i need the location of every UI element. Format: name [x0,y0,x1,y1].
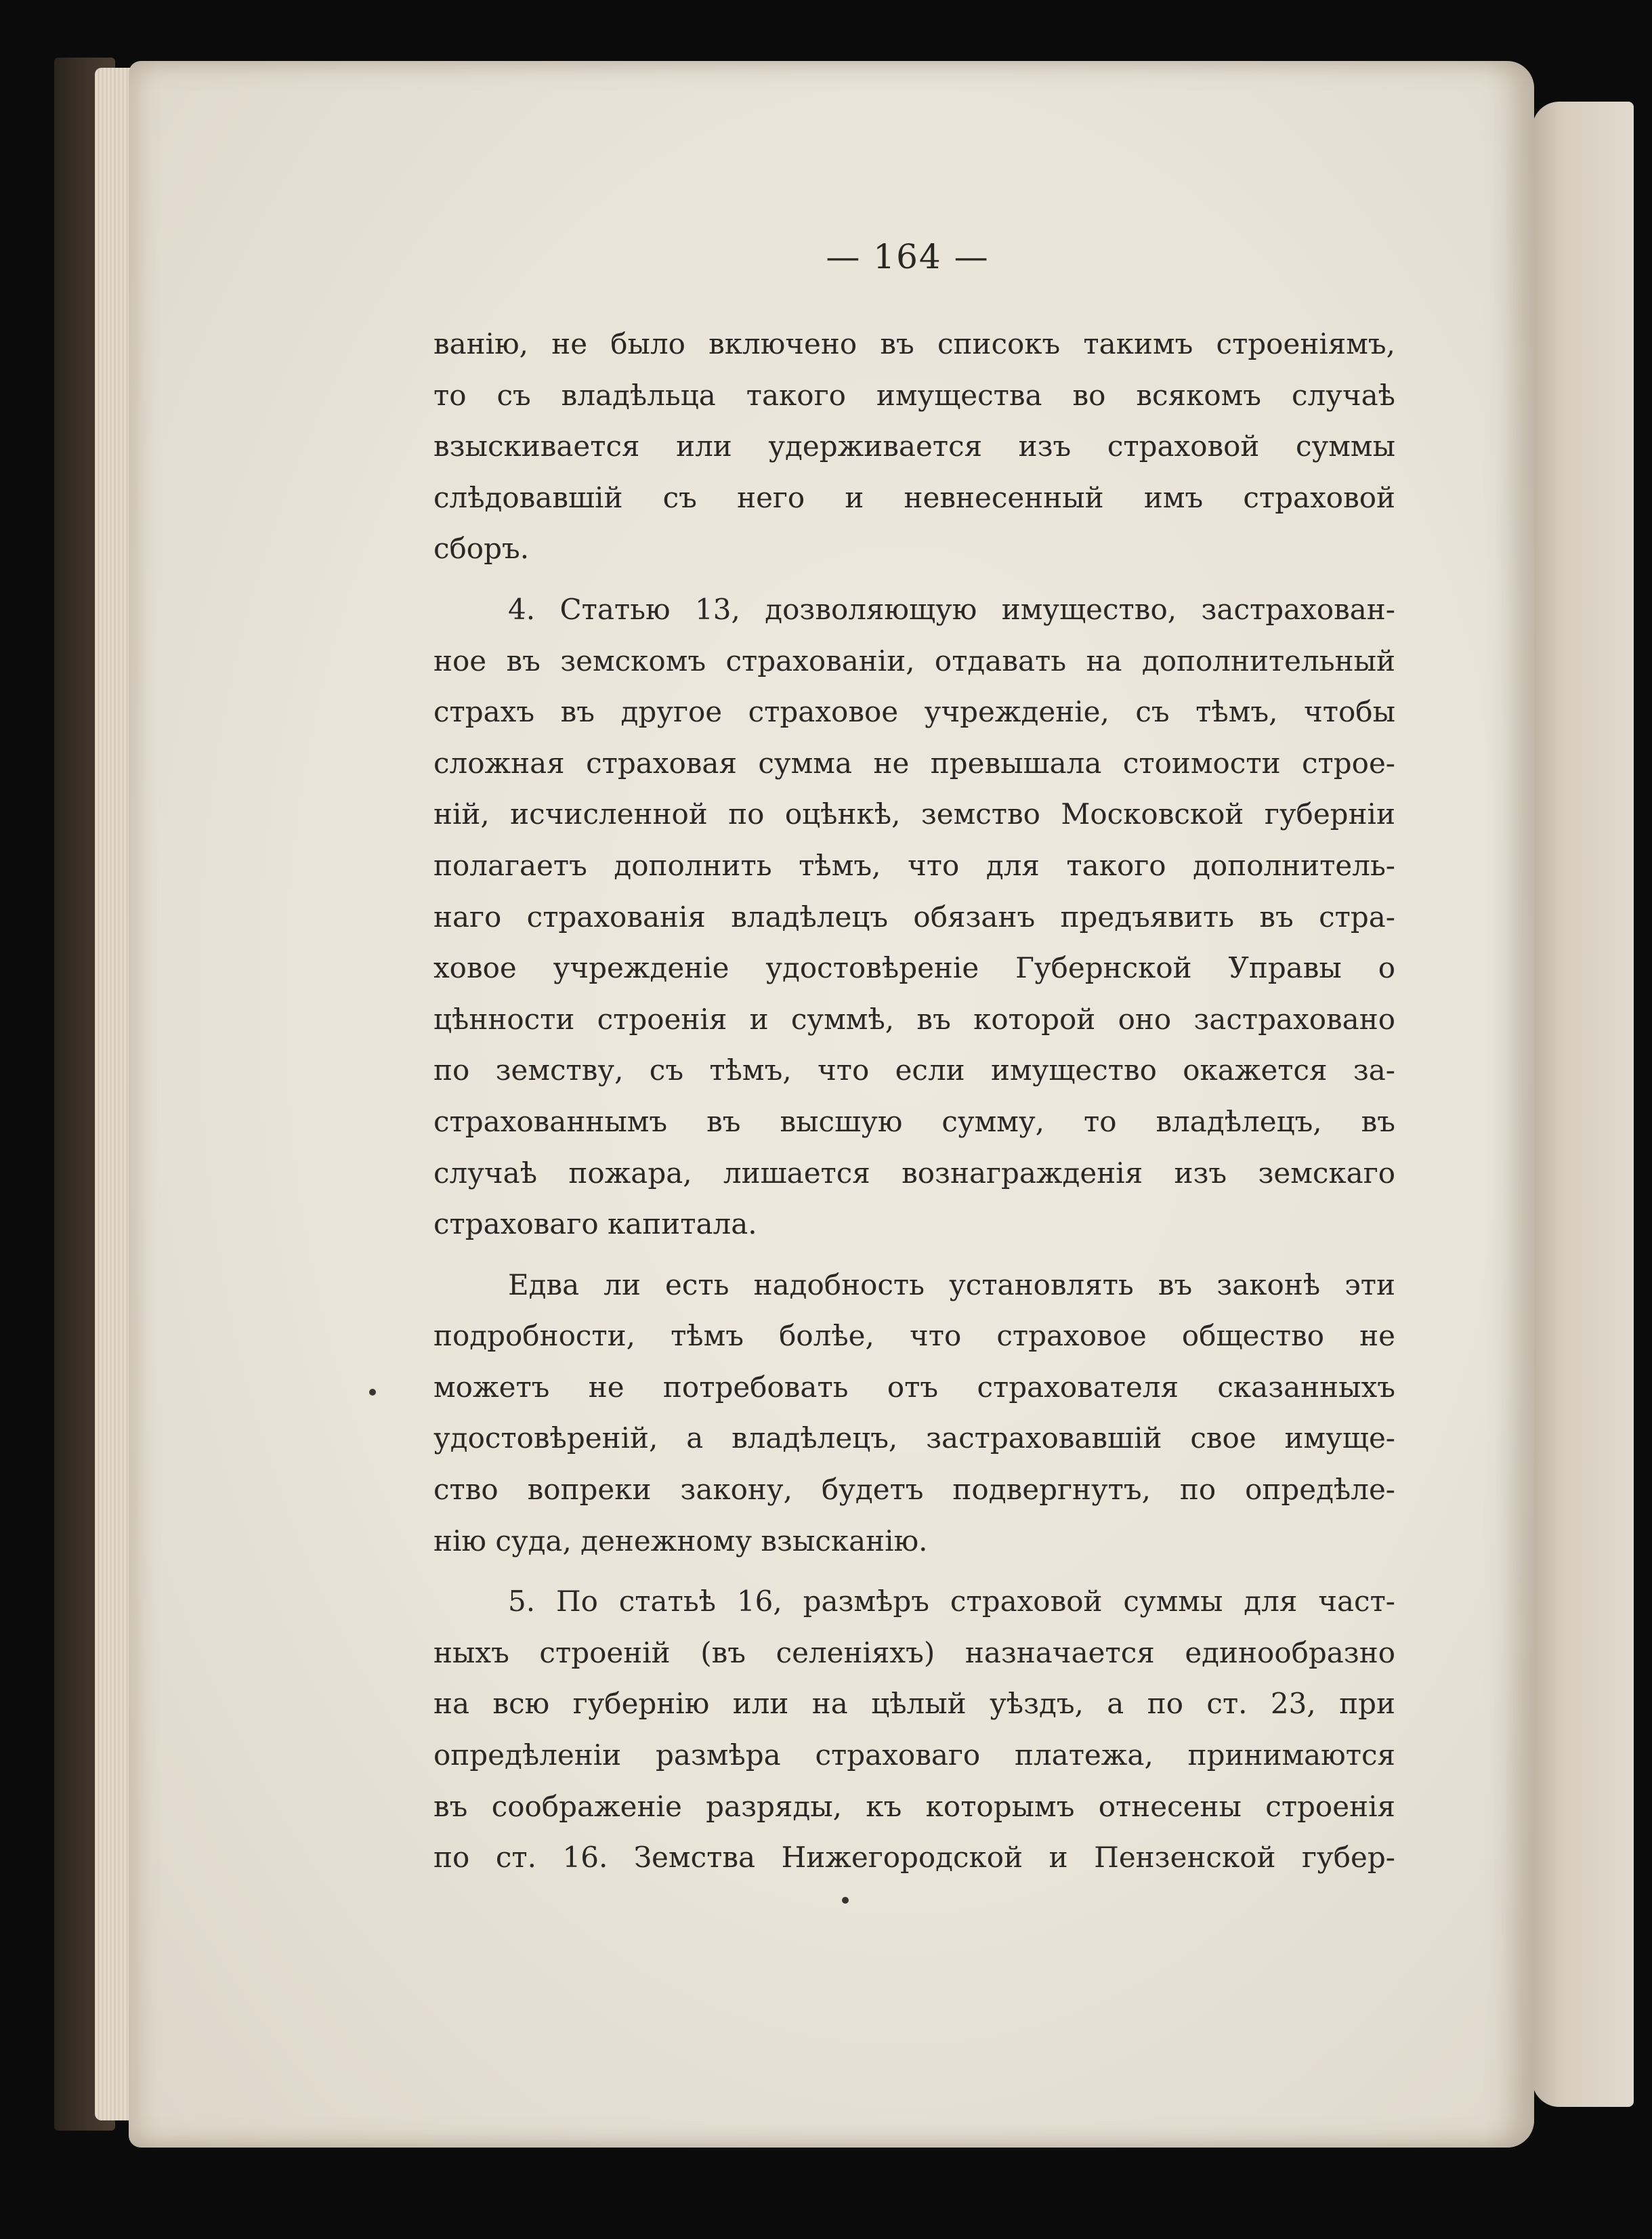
text-line: цѣнности строенія и суммѣ, въ которой оно застраховано [433,1002,1395,1036]
text-line: по земству, съ тѣмъ, что если имущество окажется за- [433,1053,1395,1087]
ink-speck [369,1389,376,1396]
text-line: на всю губернію или на цѣлый уѣздъ, а по ст. 23, при [433,1687,1395,1721]
text-line: случаѣ пожара, лишается вознагражденія изъ земскаго [433,1156,1395,1190]
text-line: 4. Статью 13, дозволяющую имущество, застрахован- [508,592,1395,626]
text-line: въ соображеніе разряды, къ которымъ отнесены строенія [433,1789,1395,1823]
text-line: ванію, не было включено въ списокъ такимъ строеніямъ, [433,327,1395,360]
text-line: 5. По статьѣ 16, размѣръ страховой суммы для част- [508,1585,1395,1618]
text-line: наго страхованія владѣлецъ обязанъ предъявить въ стра- [433,900,1395,934]
text-line: полагаетъ дополнить тѣмъ, что для такого дополнитель- [433,848,1395,882]
text-line: ство вопреки закону, будетъ подвергнутъ, по опредѣле- [433,1473,1395,1507]
page-number: — 164 — [826,237,990,276]
text-line: по ст. 16. Земства Нижегородской и Пензенской губер- [433,1841,1395,1875]
text-line: страхованнымъ въ высшую сумму, то владѣлецъ, въ [433,1104,1395,1138]
text-line: подробности, тѣмъ болѣе, что страховое общество не [433,1319,1395,1353]
text-line: страховаго капитала. [433,1207,757,1241]
paragraph [433,318,1395,574]
text-line: страхъ въ другое страховое учрежденіе, съ тѣмъ, чтобы [433,695,1395,729]
text-line: сборъ. [433,532,530,566]
text-line: ховое учрежденіе удостовѣреніе Губернской Управы о [433,951,1395,985]
text-line: нію суда, денежному взысканію. [433,1524,928,1557]
page-body-text [433,318,1395,1883]
text-line: удостовѣреній, а владѣлецъ, застраховавшій свое имуще- [433,1421,1395,1455]
paragraph [433,584,1395,1250]
text-line: взыскивается или удерживается изъ страховой суммы [433,430,1395,463]
paragraph [433,1259,1395,1567]
ink-speck [842,1897,849,1904]
text-line: слѣдовавшій съ него и невнесенный имъ страховой [433,480,1395,514]
text-line: ній, исчисленной по оцѣнкѣ, земство Московской губерніи [433,797,1395,831]
text-line: ныхъ строеній (въ селеніяхъ) назначается единообразно [433,1635,1395,1669]
text-line: Едва ли есть надобность установлять въ законѣ эти [508,1268,1395,1301]
text-line: ное въ земскомъ страхованіи, отдавать на дополнительный [433,644,1395,677]
text-line: можетъ не потребовать отъ страхователя сказанныхъ [433,1370,1395,1404]
text-line: сложная страховая сумма не превышала стоимости строе- [433,746,1395,780]
text-line: то съ владѣльца такого имущества во всякомъ случаѣ [433,378,1395,412]
paragraph [433,1576,1395,1883]
facing-page-edge [1532,102,1634,2107]
text-line: опредѣленіи размѣра страховаго платежа, принимаются [433,1738,1395,1772]
